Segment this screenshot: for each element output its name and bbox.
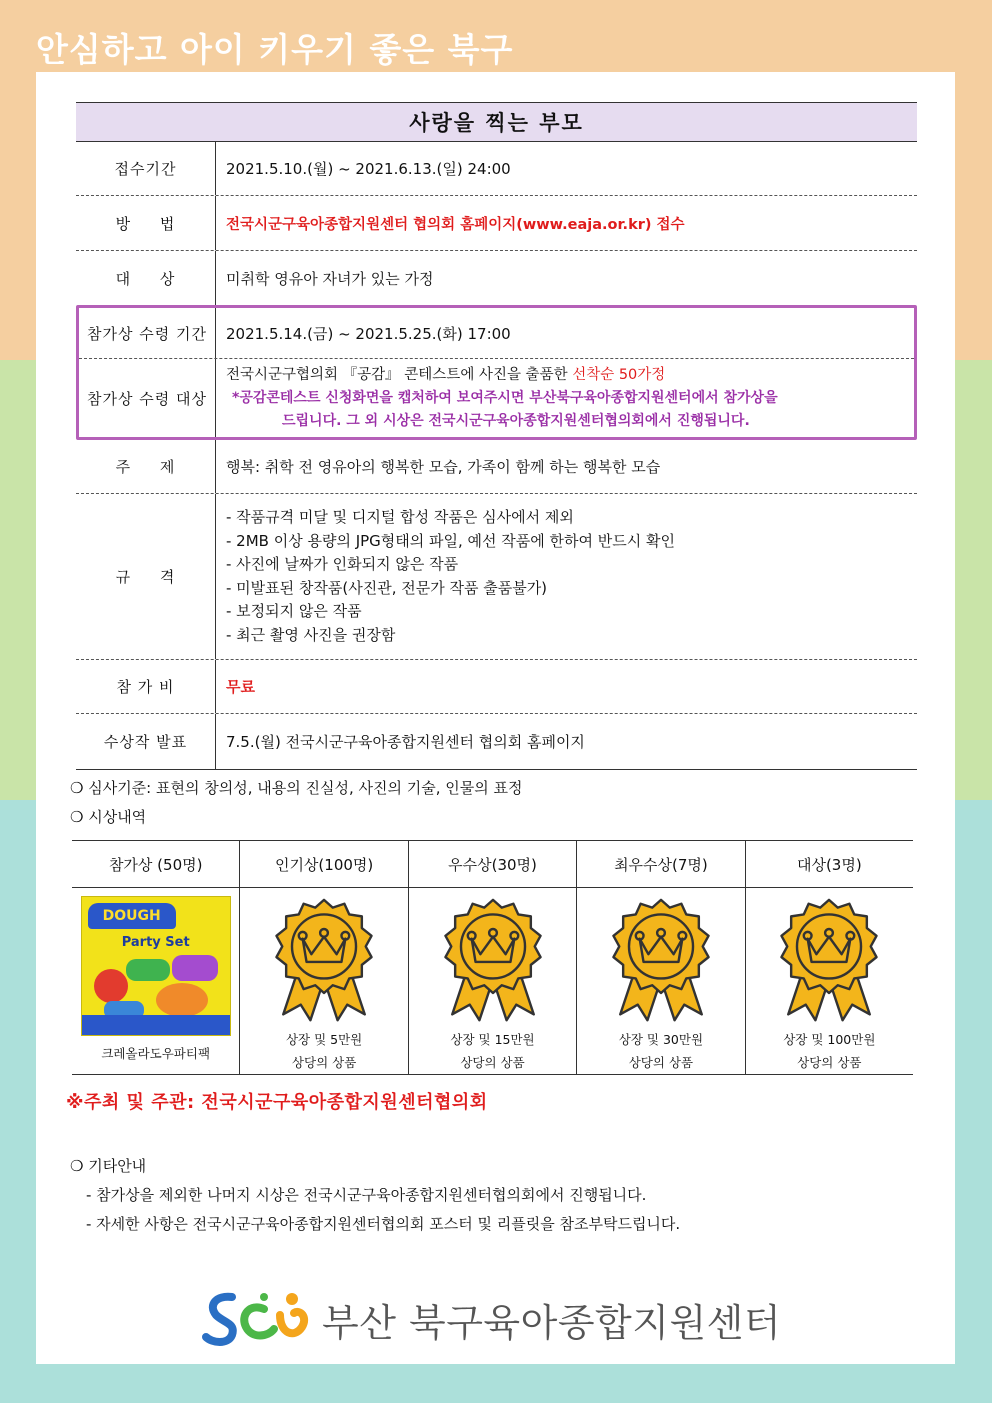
row-method: [76, 196, 917, 251]
prize-note: 상당의 상품: [797, 1055, 862, 1070]
prize-note: 상당의 상품: [628, 1055, 694, 1070]
flyer-sheet: [36, 72, 955, 1364]
excellence-prize-cell: [409, 888, 577, 1074]
row-label: 규 격: [76, 494, 216, 659]
prize-header: 대상(3명): [796, 855, 862, 874]
row-value: 무료: [226, 678, 255, 696]
spec-line: - 보정되지 않은 작품: [226, 602, 362, 620]
participation-prize-caption: 크레올라도우파티팩: [101, 1046, 211, 1061]
top-excellence-prize-cell: [577, 888, 745, 1074]
prize-note: 상당의 상품: [291, 1055, 357, 1070]
row-label: 주 제: [76, 440, 216, 493]
prize-target-note: *공감콘테스트 신청화면을 캡처하여 보여주시면 부산북구육아종합지원센터에서 참가상을: [232, 389, 778, 406]
participation-prize-box: [76, 305, 917, 440]
center-logo-text: 부산 북구육아종합지원센터: [322, 1300, 782, 1345]
row-theme: [76, 440, 917, 494]
row-announcement: [76, 714, 917, 770]
row-fee: [76, 660, 917, 714]
playdough-party-pack-image: [81, 896, 231, 1036]
row-value: 행복: 취학 전 영유아의 행복한 모습, 가족이 함께 하는 행복한 모습: [226, 458, 661, 476]
popularity-prize-cell: [240, 888, 408, 1074]
spec-line: - 최근 촬영 사진을 권장함: [226, 625, 396, 644]
prize-header: 우수상(30명): [409, 841, 577, 887]
prize-header: 최우수상(7명): [577, 841, 745, 887]
other-info-section: [70, 1152, 680, 1239]
dough-brand-text: DOUGH: [88, 903, 176, 929]
spec-line: - 작품규격 미달 및 디지털 합성 작품은 심사에서 제외: [226, 508, 574, 526]
row-label: 방 법: [76, 196, 216, 250]
spec-line: - 사진에 날짜가 인화되지 않은 작품: [226, 555, 459, 573]
crown-medal-icon: [603, 896, 719, 1026]
row-value: 2021.5.10.(월) ~ 2021.6.13.(일) 24:00: [226, 160, 511, 178]
page-title: 안심하고 아이 키우기 좋은 북구: [36, 30, 514, 69]
row-label: 참가상 수령 기간: [79, 308, 216, 358]
row-label: 참가상 수령 대상: [79, 359, 216, 437]
crown-medal-icon: [266, 896, 382, 1026]
grand-prize-cell: [746, 888, 913, 1074]
spec-line: - 2MB 이상 용량의 JPG형태의 파일, 예선 작품에 한하여 반드시 확인: [226, 531, 676, 550]
prize-target-highlight: 선착순 50가정: [572, 366, 666, 383]
prize-amount: 상장 및 100만원: [783, 1032, 876, 1047]
prize-table-header: [72, 841, 913, 888]
criteria-section: [70, 777, 522, 835]
row-target: [76, 251, 917, 305]
crown-medal-icon: [771, 896, 887, 1026]
center-logo: [202, 1287, 781, 1351]
contest-title: 사랑을 찍는 부모: [76, 102, 917, 142]
row-value: [216, 494, 917, 659]
prize-amount: 상장 및 5만원: [285, 1032, 363, 1047]
dough-blob: [156, 983, 208, 1017]
prize-header: 참가상 (50명): [72, 841, 240, 887]
judging-criteria: ❍ 심사기준: 표현의 창의성, 내용의 진실성, 사진의 기술, 인물의 표정: [70, 779, 523, 797]
row-label: 참 가 비: [76, 660, 216, 713]
dough-party-text: Party Set: [121, 935, 190, 950]
prize-amount: 상장 및 15만원: [450, 1032, 535, 1047]
center-logo-icon: [202, 1287, 312, 1351]
prize-table: [72, 840, 913, 1075]
row-value: 7.5.(월) 전국시군구육아종합지원센터 협의회 홈페이지: [226, 733, 585, 751]
prize-target-note-2: 드립니다. 그 외 시상은 전국시군구육아종합지원센터협의회에서 진행됩니다.: [282, 412, 750, 429]
participation-prize-cell: [72, 888, 240, 1074]
spec-line: - 미발표된 창작품(사진관, 전문가 작품 출품불가): [226, 578, 548, 597]
other-info-line: - 참가상을 제외한 나머지 시상은 전국시군구육아종합지원센터협의회에서 진행됩니다.: [86, 1186, 647, 1204]
prize-target-text: 전국시군구협의회 『공감』 콘테스트에 사진을 출품한: [226, 366, 573, 383]
other-info-line: - 자세한 사항은 전국시군구육아종합지원센터협의회 포스터 및 리플릿을 참조부탁드립니다.: [86, 1215, 681, 1233]
contest-info-table: [76, 102, 917, 770]
host-organizer: ※주최 및 주관: 전국시군구육아종합지원센터협의회: [66, 1092, 488, 1113]
row-label: 수상작 발표: [76, 714, 216, 769]
prize-note: 상당의 상품: [460, 1055, 525, 1070]
prize-amount: 상장 및 30만원: [618, 1032, 704, 1047]
row-value: 2021.5.14.(금) ~ 2021.5.25.(화) 17:00: [226, 324, 511, 343]
row-value: 전국시군구육아종합지원센터 협의회 홈페이지(www.eaja.or.kr) 접수: [226, 216, 685, 233]
crown-medal-icon: [435, 896, 551, 1026]
row-spec: [76, 494, 917, 660]
dough-blob: [94, 969, 128, 1003]
awards-heading: ❍ 시상내역: [70, 808, 147, 826]
prize-header: 인기상(100명): [240, 841, 408, 887]
dough-box-bottom: [82, 1015, 231, 1035]
prize-table-body: [72, 888, 913, 1074]
row-value: [216, 359, 914, 437]
row-value: 미취학 영유아 자녀가 있는 가정: [226, 269, 434, 288]
dough-blob: [126, 959, 170, 981]
row-label: 대 상: [76, 251, 216, 305]
dough-blob: [172, 955, 218, 981]
row-prize-target: [79, 359, 914, 437]
row-prize-period: [79, 308, 914, 359]
row-period: [76, 142, 917, 196]
row-label: 접수기간: [76, 142, 216, 195]
other-info-heading: ❍ 기타안내: [70, 1157, 147, 1175]
